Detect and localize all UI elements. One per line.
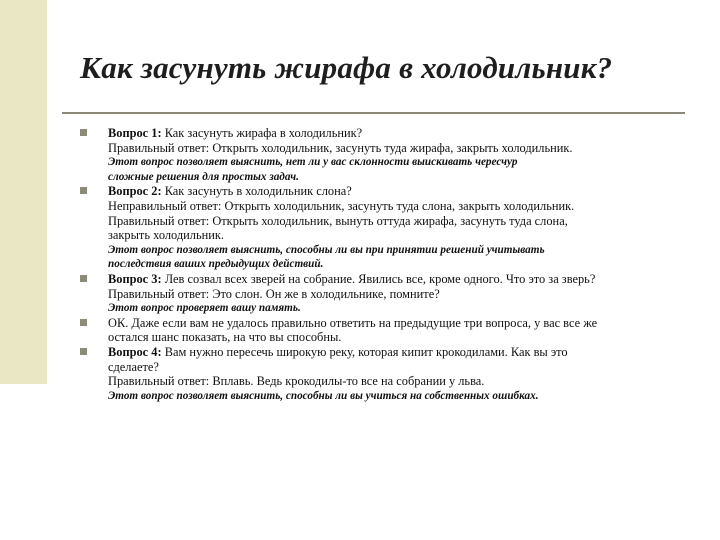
list-item-question-2	[80, 184, 678, 272]
bullet-list	[80, 126, 678, 403]
answer-line: Правильный ответ: Это слон. Он же в холодильнике, помните?	[108, 286, 440, 301]
square-bullet-icon	[80, 348, 87, 355]
list-item-question-4	[80, 345, 678, 403]
question-label: Вопрос 2:	[108, 184, 162, 199]
question-line-continued: сделаете?	[108, 359, 159, 374]
answer-line: Правильный ответ: Вплавь. Ведь крокодилы-то все на собрании у льва.	[108, 374, 485, 389]
text-line: ОК. Даже если вам не удалось правильно ответить на предыдущие три вопроса, у вас все же	[108, 315, 598, 330]
question-text: Как засунуть в холодильник слона?	[161, 184, 352, 199]
question-label: Вопрос 3:	[108, 271, 162, 286]
list-item-question-1	[80, 126, 678, 184]
title-divider	[62, 112, 685, 114]
answer-line: закрыть холодильник.	[108, 228, 225, 243]
question-text: Лев созвал всех зверей на собрание. Явились все, кроме одного. Что это за зверь?	[161, 271, 596, 286]
list-item-ok	[80, 316, 678, 345]
sidebar-accent	[0, 0, 47, 384]
note-line: последствия ваших предыдущих действий.	[108, 258, 324, 271]
slide-title: Как засунуть жирафа в холодильник?	[80, 50, 613, 85]
list-item-question-3	[80, 272, 678, 316]
question-text: Вам нужно пересечь широкую реку, которая кипит крокодилами. Как вы это	[161, 344, 568, 359]
square-bullet-icon	[80, 187, 87, 194]
square-bullet-icon	[80, 129, 87, 136]
question-text: Как засунуть жирафа в холодильник?	[161, 126, 363, 140]
note-line: Этот вопрос позволяет выяснить, способны ли вы при принятии решений учитывать	[108, 243, 545, 256]
question-label: Вопрос 4:	[108, 344, 162, 359]
wrong-answer-line: Неправильный ответ: Открыть холодильник, засунуть туда слона, закрыть холодильник.	[108, 198, 575, 213]
answer-line: Правильный ответ: Открыть холодильник, вынуть оттуда жирафа, засунуть туда слона,	[108, 213, 568, 228]
question-line	[108, 272, 678, 287]
note-line: Этот вопрос позволяет выяснить, способны ли вы учиться на собственных ошибках.	[108, 389, 539, 402]
note-line: Этот вопрос проверяет вашу память.	[108, 302, 301, 315]
text-line: остался шанс показать, на что вы способны.	[108, 330, 342, 345]
note-line: сложные решения для простых задач.	[108, 170, 299, 183]
square-bullet-icon	[80, 275, 87, 282]
question-label: Вопрос 1:	[108, 126, 162, 140]
question-line	[108, 345, 678, 360]
answer-line: Правильный ответ: Открыть холодильник, засунуть туда жирафа, закрыть холодильник.	[108, 140, 573, 155]
question-line	[108, 184, 678, 199]
square-bullet-icon	[80, 319, 87, 326]
question-line	[108, 126, 678, 141]
note-line: Этот вопрос позволяет выяснить, нет ли у вас склонности выискивать чересчур	[108, 156, 518, 169]
